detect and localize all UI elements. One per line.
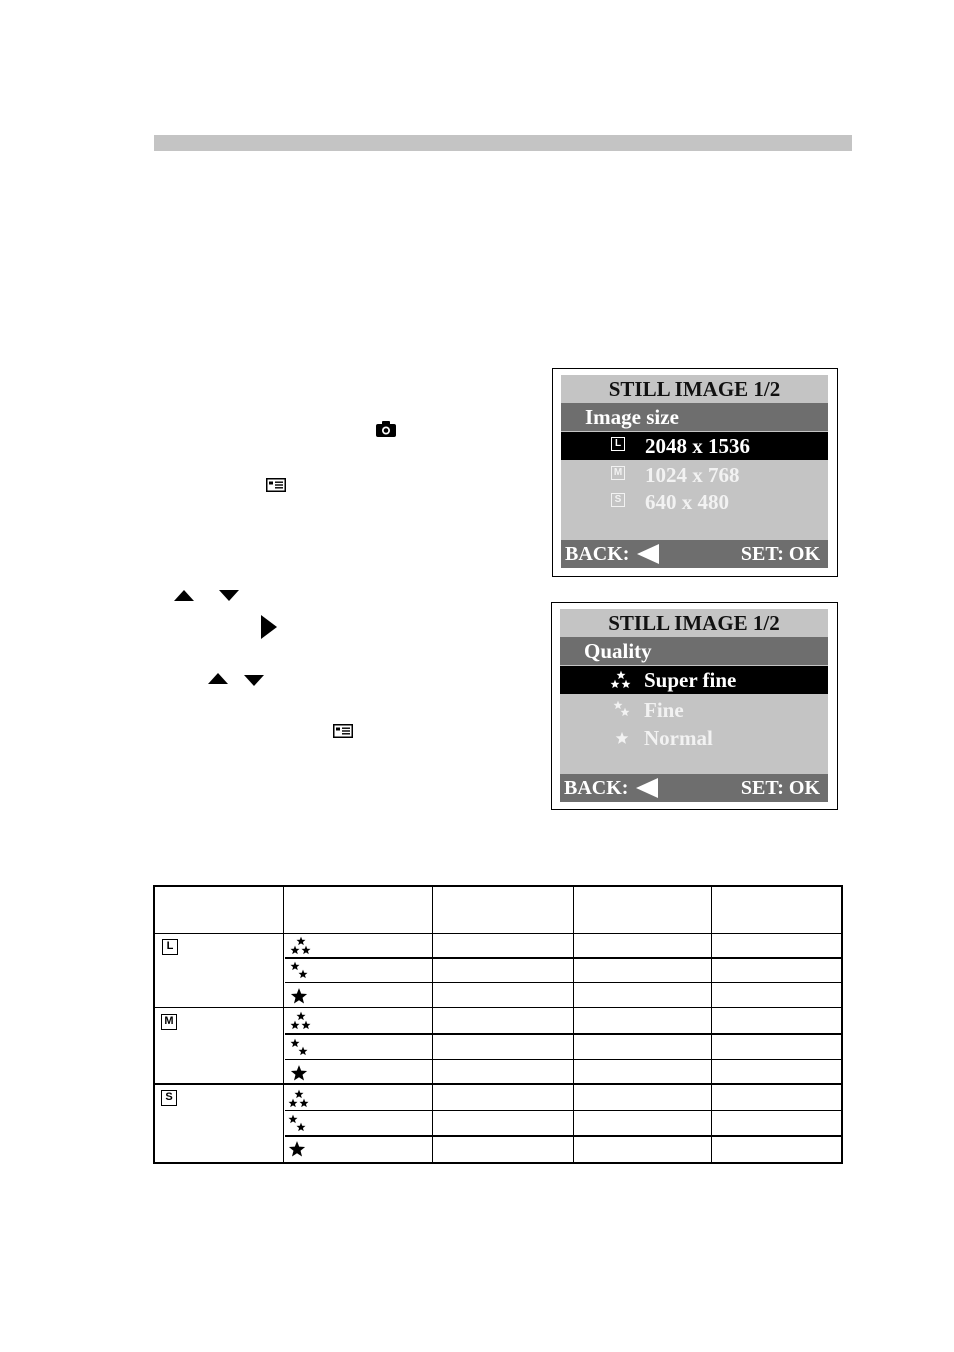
back-label: BACK: [565,543,630,565]
image-quality-table [153,885,843,1164]
size-medium-icon: M [611,466,629,484]
option-size-small[interactable] [561,488,828,516]
normal-star-icon [290,987,308,1005]
screen-footer [561,540,828,568]
screen-footer [560,774,828,802]
option-label: Fine [644,698,684,722]
super-fine-stars-icon [290,1011,312,1031]
screen-subtitle: Image size [561,403,828,431]
up-arrow-icon [208,673,228,684]
fine-stars-icon [290,1038,310,1058]
size-small-icon: S [161,1090,177,1106]
normal-star-icon [615,731,629,745]
size-large-icon: L [611,437,629,455]
up-arrow-icon [174,590,194,601]
section-header-bar [154,135,852,151]
set-label: SET: OK [740,543,820,565]
back-arrow-icon [637,544,659,564]
screen-title: STILL IMAGE 1/2 [608,611,780,635]
normal-star-icon [290,1064,308,1082]
option-quality-normal[interactable] [560,724,828,752]
camera-icon [375,420,397,438]
option-label: 640 x 480 [645,490,729,514]
size-large-icon: L [162,939,178,955]
normal-star-icon [288,1140,306,1158]
menu-button-icon [266,478,286,492]
lcd-screen-image-size [552,368,838,577]
option-size-large[interactable] [561,432,828,460]
right-arrow-icon [261,615,277,639]
option-label: 1024 x 768 [645,463,740,487]
menu-button-icon [333,724,353,738]
super-fine-stars-icon [288,1089,310,1109]
down-arrow-icon [219,590,239,601]
option-label: 2048 x 1536 [645,434,750,458]
option-quality-super-fine[interactable] [560,666,828,694]
back-arrow-icon [636,778,658,798]
fine-stars-icon [612,699,632,719]
option-label: Normal [644,726,713,750]
lcd-screen-quality [551,602,838,810]
option-label: Super fine [644,668,737,692]
screen-subtitle: Quality [560,637,828,665]
super-fine-stars-icon [290,936,312,956]
super-fine-stars-icon [610,670,632,690]
option-size-medium[interactable] [561,461,828,489]
screen-title: STILL IMAGE 1/2 [608,377,781,401]
back-label: BACK: [564,777,629,799]
option-quality-fine[interactable] [560,696,828,724]
fine-stars-icon [290,961,310,981]
size-small-icon: S [611,493,629,511]
size-medium-icon: M [161,1014,177,1030]
set-label: SET: OK [740,777,820,799]
down-arrow-icon [244,675,264,686]
fine-stars-icon [288,1114,308,1134]
